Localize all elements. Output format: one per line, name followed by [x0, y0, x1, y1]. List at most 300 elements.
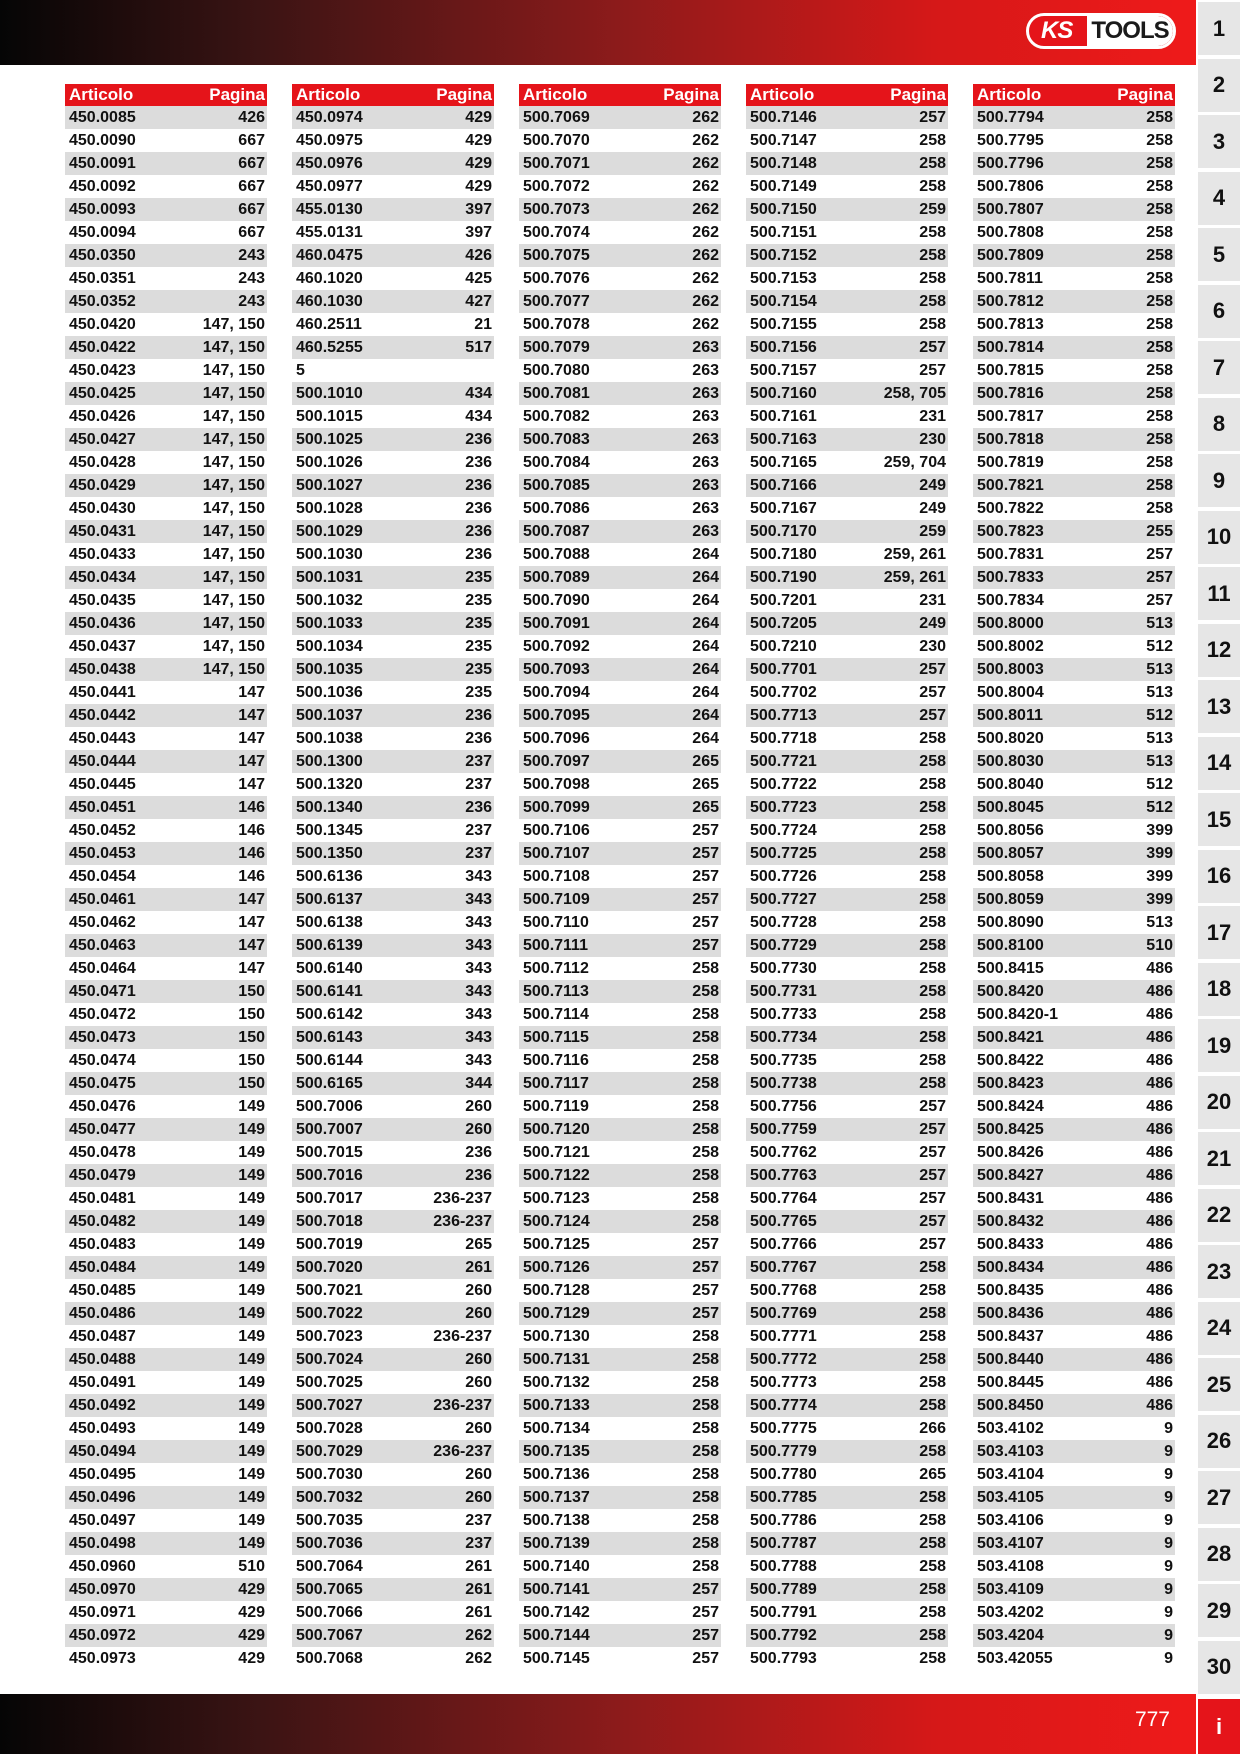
- page-reference: 257: [919, 1189, 946, 1207]
- page-reference: 486: [1146, 1304, 1173, 1322]
- page-reference: 258: [919, 1005, 946, 1023]
- table-row: [973, 796, 1175, 819]
- article-number: 500.7093: [523, 660, 590, 678]
- article-number: 500.7115: [523, 1028, 589, 1046]
- page-reference: 261: [465, 1580, 492, 1598]
- page-reference: 429: [465, 131, 492, 149]
- page-reference: 149: [238, 1442, 265, 1460]
- page-reference: 667: [238, 223, 265, 241]
- article-number: 500.7166: [750, 476, 817, 494]
- page-reference: 258: [919, 729, 946, 747]
- page-reference: 147, 150: [202, 361, 265, 379]
- table-row: [292, 1003, 494, 1026]
- table-row: [519, 1486, 721, 1509]
- page-reference: 257: [692, 1626, 719, 1644]
- page-reference: 429: [465, 177, 492, 195]
- page-reference: 265: [692, 798, 719, 816]
- chapter-tab[interactable]: 13: [1198, 680, 1240, 733]
- article-number: 500.7813: [977, 315, 1044, 333]
- article-number: 500.7154: [750, 292, 817, 310]
- page-reference: 147: [238, 729, 265, 747]
- article-number: 503.4103: [977, 1442, 1044, 1460]
- chapter-tab[interactable]: 3: [1198, 115, 1240, 168]
- page-reference: 149: [238, 1097, 265, 1115]
- page-reference: 263: [692, 361, 719, 379]
- page-reference: 427: [465, 292, 492, 310]
- article-number: 500.7076: [523, 269, 590, 287]
- chapter-tab[interactable]: 8: [1198, 398, 1240, 451]
- page-reference: 263: [692, 407, 719, 425]
- page-reference: 263: [692, 430, 719, 448]
- page-reference: 146: [238, 798, 265, 816]
- table-row: [519, 1647, 721, 1670]
- chapter-tab[interactable]: 23: [1198, 1245, 1240, 1298]
- table-row: [292, 1325, 494, 1348]
- table-row: [65, 152, 267, 175]
- table-row: [973, 451, 1175, 474]
- page-reference: 9: [1164, 1511, 1173, 1529]
- table-row: [973, 175, 1175, 198]
- table-row: [292, 1624, 494, 1647]
- article-number: 450.0479: [69, 1166, 136, 1184]
- page-reference: 425: [465, 269, 492, 287]
- article-number: 450.0435: [69, 591, 136, 609]
- table-row: [292, 658, 494, 681]
- table-row: [292, 1049, 494, 1072]
- article-number: 500.7073: [523, 200, 590, 218]
- footer-bar: [0, 1694, 1196, 1754]
- table-row: [65, 244, 267, 267]
- page-reference: 257: [919, 338, 946, 356]
- page-reference: 258: [1146, 177, 1173, 195]
- article-number: 500.7072: [523, 177, 590, 195]
- table-row: [973, 934, 1175, 957]
- page-reference: 262: [692, 154, 719, 172]
- page-reference: 262: [465, 1626, 492, 1644]
- article-number: 500.7079: [523, 338, 590, 356]
- article-number: 500.8440: [977, 1350, 1044, 1368]
- page-reference: 257: [919, 108, 946, 126]
- table-row: [292, 336, 494, 359]
- article-number: 500.7819: [977, 453, 1044, 471]
- page-reference: 343: [465, 1028, 492, 1046]
- article-number: 450.0453: [69, 844, 136, 862]
- page-reference: 149: [238, 1304, 265, 1322]
- article-number: 500.7144: [523, 1626, 590, 1644]
- article-number: 450.0091: [69, 154, 136, 172]
- article-number: 455.0130: [296, 200, 363, 218]
- table-row: [746, 1210, 948, 1233]
- article-number: 450.0483: [69, 1235, 136, 1253]
- table-row: [519, 1118, 721, 1141]
- chapter-tab[interactable]: 30: [1198, 1641, 1240, 1694]
- table-row: [519, 129, 721, 152]
- chapter-tab[interactable]: 21: [1198, 1132, 1240, 1185]
- table-row: [973, 152, 1175, 175]
- table-row: [973, 589, 1175, 612]
- chapter-sidebar: [1198, 0, 1240, 1754]
- table-row: [973, 1532, 1175, 1555]
- article-number: 500.7771: [750, 1327, 817, 1345]
- page-reference: 397: [465, 223, 492, 241]
- table-row: [519, 612, 721, 635]
- article-number: 500.7130: [523, 1327, 590, 1345]
- table-row: [519, 1532, 721, 1555]
- article-number: 500.7092: [523, 637, 590, 655]
- table-row: [519, 865, 721, 888]
- article-number: 500.7764: [750, 1189, 817, 1207]
- article-number: 500.8415: [977, 959, 1044, 977]
- page-reference: 257: [1146, 545, 1173, 563]
- table-row: [973, 1486, 1175, 1509]
- page-reference: 260: [465, 1488, 492, 1506]
- table-row: [519, 267, 721, 290]
- table-row: [65, 1624, 267, 1647]
- table-row: [746, 980, 948, 1003]
- page-reference: 262: [692, 292, 719, 310]
- page-reference: 9: [1164, 1557, 1173, 1575]
- page-reference: 149: [238, 1373, 265, 1391]
- article-number: 500.7149: [750, 177, 817, 195]
- article-number: 450.0429: [69, 476, 136, 494]
- table-row: [746, 888, 948, 911]
- table-row: [292, 589, 494, 612]
- table-row: [973, 428, 1175, 451]
- article-number: 450.0461: [69, 890, 136, 908]
- page-reference: 258: [919, 1511, 946, 1529]
- article-number: 500.7702: [750, 683, 817, 701]
- page-reference: 486: [1146, 1074, 1173, 1092]
- chapter-tab[interactable]: 1: [1198, 2, 1240, 55]
- page-reference: 147, 150: [202, 476, 265, 494]
- table-row: [519, 474, 721, 497]
- page-reference: 236: [465, 706, 492, 724]
- article-number: 500.7066: [296, 1603, 363, 1621]
- page-reference: 147: [238, 683, 265, 701]
- table-row: [292, 888, 494, 911]
- article-number: 500.7027: [296, 1396, 363, 1414]
- page-reference: 9: [1164, 1534, 1173, 1552]
- chapter-tab[interactable]: 22: [1198, 1189, 1240, 1242]
- page-reference: 257: [692, 1304, 719, 1322]
- table-row: [973, 543, 1175, 566]
- table-row: [519, 1371, 721, 1394]
- table-row: [746, 566, 948, 589]
- table-row: [65, 658, 267, 681]
- page-reference: 258: [692, 1051, 719, 1069]
- column-header: [65, 84, 267, 106]
- article-number: 503.4106: [977, 1511, 1044, 1529]
- table-row: [519, 451, 721, 474]
- article-number: 500.8434: [977, 1258, 1044, 1276]
- page-reference: 235: [465, 568, 492, 586]
- table-row: [292, 1647, 494, 1670]
- page-reference: 258: [919, 1442, 946, 1460]
- article-number: 500.7094: [523, 683, 590, 701]
- table-row: [519, 1302, 721, 1325]
- article-number: 500.8020: [977, 729, 1044, 747]
- table-row: [519, 727, 721, 750]
- article-number: 500.7145: [523, 1649, 590, 1667]
- page-reference: 263: [692, 338, 719, 356]
- article-number: 500.7779: [750, 1442, 817, 1460]
- article-number: 500.7106: [523, 821, 590, 839]
- table-row: [973, 198, 1175, 221]
- article-number: 500.7089: [523, 568, 590, 586]
- article-number: 500.7170: [750, 522, 817, 540]
- page-reference: 236: [465, 476, 492, 494]
- page-reference: 257: [692, 844, 719, 862]
- page-reference: 513: [1146, 913, 1173, 931]
- chapter-tab[interactable]: 17: [1198, 906, 1240, 959]
- page-reference: 264: [692, 683, 719, 701]
- chapter-tab[interactable]: 12: [1198, 624, 1240, 677]
- article-number: 500.8030: [977, 752, 1044, 770]
- chapter-tab[interactable]: 6: [1198, 285, 1240, 338]
- page-reference: 147, 150: [202, 545, 265, 563]
- table-row: [973, 497, 1175, 520]
- page-reference: 235: [465, 614, 492, 632]
- chapter-tab[interactable]: 5: [1198, 228, 1240, 281]
- table-row: [519, 543, 721, 566]
- page-reference: 667: [238, 131, 265, 149]
- chapter-tab[interactable]: 16: [1198, 850, 1240, 903]
- page-reference: 258: [1146, 430, 1173, 448]
- page-reference: 249: [919, 476, 946, 494]
- table-row: [292, 1417, 494, 1440]
- page-reference: 258: [919, 1649, 946, 1667]
- page-reference: 149: [238, 1488, 265, 1506]
- article-number: 500.7132: [523, 1373, 590, 1391]
- article-number: 500.7727: [750, 890, 817, 908]
- page-reference: 258: [919, 821, 946, 839]
- table-row: [519, 313, 721, 336]
- article-number: 500.7735: [750, 1051, 817, 1069]
- table-row: [519, 796, 721, 819]
- page-reference: 257: [692, 1580, 719, 1598]
- table-row: [746, 1118, 948, 1141]
- chapter-tab[interactable]: 15: [1198, 793, 1240, 846]
- article-number: 500.7157: [750, 361, 817, 379]
- table-row: [65, 336, 267, 359]
- table-row: [973, 474, 1175, 497]
- chapter-tab[interactable]: 26: [1198, 1415, 1240, 1468]
- table-row: [973, 267, 1175, 290]
- article-number: 500.7759: [750, 1120, 817, 1138]
- table-row: [973, 1371, 1175, 1394]
- chapter-tab[interactable]: 29: [1198, 1584, 1240, 1637]
- page-reference: 258: [692, 1327, 719, 1345]
- page-reference: 258, 705: [883, 384, 946, 402]
- article-number: 500.8427: [977, 1166, 1044, 1184]
- article-number: 450.0495: [69, 1465, 136, 1483]
- logo-ks-text: KS: [1041, 17, 1073, 44]
- table-row: [292, 1026, 494, 1049]
- page-reference: 258: [692, 1373, 719, 1391]
- article-number: 500.8059: [977, 890, 1044, 908]
- table-row: [519, 658, 721, 681]
- article-number: 500.6136: [296, 867, 363, 885]
- article-number: 500.7108: [523, 867, 590, 885]
- page-reference: 259: [919, 522, 946, 540]
- chapter-tab[interactable]: 10: [1198, 511, 1240, 564]
- chapter-tab[interactable]: 11: [1198, 567, 1240, 620]
- page-reference: 264: [692, 545, 719, 563]
- chapter-tab[interactable]: 28: [1198, 1528, 1240, 1581]
- page-reference: 258: [1146, 200, 1173, 218]
- chapter-tab[interactable]: 25: [1198, 1358, 1240, 1411]
- table-row: [746, 750, 948, 773]
- table-row: [746, 681, 948, 704]
- header-article: Articolo: [750, 85, 815, 104]
- article-number: 500.7151: [750, 223, 817, 241]
- article-number: 503.4204: [977, 1626, 1044, 1644]
- table-row: [65, 681, 267, 704]
- table-row: [65, 1164, 267, 1187]
- article-number: 500.6140: [296, 959, 363, 977]
- article-number: 500.7140: [523, 1557, 590, 1575]
- table-row: [519, 957, 721, 980]
- page-reference: 258: [692, 1074, 719, 1092]
- table-row: [746, 635, 948, 658]
- article-number: 500.7129: [523, 1304, 590, 1322]
- table-row: [292, 1233, 494, 1256]
- table-row: [973, 1026, 1175, 1049]
- page-reference: 264: [692, 660, 719, 678]
- table-row: [292, 1348, 494, 1371]
- table-row: [746, 934, 948, 957]
- page-reference: 258: [919, 1603, 946, 1621]
- article-number: 500.7080: [523, 361, 590, 379]
- table-row: [746, 428, 948, 451]
- chapter-tab[interactable]: 2: [1198, 59, 1240, 112]
- article-number: 500.8045: [977, 798, 1044, 816]
- table-row: [973, 865, 1175, 888]
- article-number: 500.7120: [523, 1120, 590, 1138]
- page-reference: 236: [465, 499, 492, 517]
- page-reference: 230: [919, 430, 946, 448]
- page-reference: 258: [692, 1557, 719, 1575]
- page-reference: 257: [919, 660, 946, 678]
- table-row: [746, 106, 948, 129]
- article-number: 500.7772: [750, 1350, 817, 1368]
- article-number: 500.7113: [523, 982, 589, 1000]
- article-number: 450.0974: [296, 108, 363, 126]
- page-reference: 259: [919, 200, 946, 218]
- article-number: 500.7029: [296, 1442, 363, 1460]
- table-row: [292, 1072, 494, 1095]
- article-number: 450.0477: [69, 1120, 136, 1138]
- chapter-tab[interactable]: 7: [1198, 341, 1240, 394]
- page-reference: 258: [692, 1166, 719, 1184]
- page-reference: 262: [692, 269, 719, 287]
- page-reference: 147: [238, 752, 265, 770]
- article-number: 500.7141: [523, 1580, 590, 1598]
- table-row: [746, 1463, 948, 1486]
- chapter-tab[interactable]: 24: [1198, 1302, 1240, 1355]
- table-row: [519, 1049, 721, 1072]
- column-header: [519, 84, 721, 106]
- table-row: [973, 244, 1175, 267]
- page-reference: 257: [692, 867, 719, 885]
- chapter-tab[interactable]: 18: [1198, 963, 1240, 1016]
- article-number: 450.0092: [69, 177, 136, 195]
- column-header: [292, 84, 494, 106]
- table-row: [519, 520, 721, 543]
- table-row: [746, 658, 948, 681]
- article-number: 450.0977: [296, 177, 363, 195]
- article-number: 500.1345: [296, 821, 363, 839]
- chapter-tab[interactable]: 19: [1198, 1019, 1240, 1072]
- table-row: [746, 497, 948, 520]
- logo-tools-text: TOOLS: [1087, 16, 1173, 46]
- article-number: 500.8420: [977, 982, 1044, 1000]
- article-number: 500.7097: [523, 752, 590, 770]
- article-number: 500.8421: [977, 1028, 1044, 1046]
- chapter-tab[interactable]: 27: [1198, 1471, 1240, 1524]
- table-row: [65, 957, 267, 980]
- article-number: 500.8011: [977, 706, 1043, 724]
- table-row: [65, 980, 267, 1003]
- article-number: 500.7718: [750, 729, 817, 747]
- table-row: [519, 106, 721, 129]
- article-number: 500.7024: [296, 1350, 363, 1368]
- article-number: 500.7139: [523, 1534, 590, 1552]
- table-row: [973, 1624, 1175, 1647]
- article-number: 500.7131: [523, 1350, 590, 1368]
- chapter-tab[interactable]: 4: [1198, 172, 1240, 225]
- article-number: 500.7117: [523, 1074, 589, 1092]
- page-reference: 258: [919, 890, 946, 908]
- page-reference: 258: [919, 154, 946, 172]
- article-number: 500.7110: [523, 913, 589, 931]
- chapter-tab[interactable]: 9: [1198, 454, 1240, 507]
- page-reference: 147, 150: [202, 522, 265, 540]
- info-tab[interactable]: i: [1198, 1699, 1240, 1754]
- page-reference: 149: [238, 1258, 265, 1276]
- article-number: 500.7018: [296, 1212, 363, 1230]
- table-row: [973, 1187, 1175, 1210]
- article-number: 500.7160: [750, 384, 817, 402]
- chapter-tab[interactable]: 14: [1198, 737, 1240, 790]
- table-row: [65, 1072, 267, 1095]
- table-row: [65, 704, 267, 727]
- table-row: [746, 543, 948, 566]
- page-reference: 258: [692, 1534, 719, 1552]
- table-row: [292, 727, 494, 750]
- article-number: 500.7795: [977, 131, 1044, 149]
- table-row: [746, 1279, 948, 1302]
- table-row: [65, 589, 267, 612]
- chapter-tab[interactable]: 20: [1198, 1076, 1240, 1129]
- page-reference: 434: [465, 407, 492, 425]
- table-row: [519, 1003, 721, 1026]
- table-row: [65, 635, 267, 658]
- table-row: [65, 1532, 267, 1555]
- page-reference: 147: [238, 913, 265, 931]
- page-reference: 258: [1146, 361, 1173, 379]
- article-number: 500.7128: [523, 1281, 590, 1299]
- page-reference: 236: [465, 453, 492, 471]
- article-number: 450.0464: [69, 959, 136, 977]
- page-reference: 429: [238, 1626, 265, 1644]
- article-number: 450.0085: [69, 108, 136, 126]
- article-number: 500.7793: [750, 1649, 817, 1667]
- page-reference: 486: [1146, 1143, 1173, 1161]
- page-reference: 257: [692, 1603, 719, 1621]
- article-number: 503.42055: [977, 1649, 1053, 1667]
- table-row: [65, 1187, 267, 1210]
